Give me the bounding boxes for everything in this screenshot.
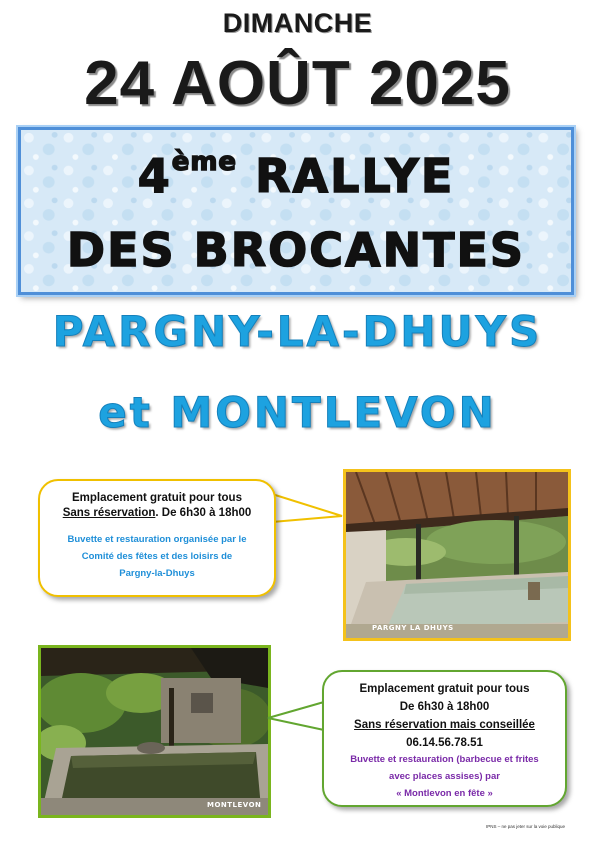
banner-title-line2: DES BROCANTES (66, 223, 526, 277)
pargny-no-reservation: Sans réservation (62, 507, 156, 519)
banner-title-line1 (21, 147, 571, 203)
lavoir-pargny-image (346, 472, 568, 638)
event-day: DIMANCHE (222, 8, 373, 38)
town-montlevon: et MONTLEVON (98, 388, 497, 437)
pargny-info-2: Comité des fêtes et des loisirs de (81, 551, 233, 562)
title-banner (18, 127, 574, 295)
edition-number: 4 (137, 149, 172, 203)
town-pargny: PARGNY-LA-DHUYS (52, 307, 543, 356)
bubble-montlevon (322, 670, 567, 807)
event-date: 24 AOÛT 2025 (84, 49, 511, 118)
pargny-info-1: Buvette et restauration organisée par le (67, 534, 247, 545)
bubble-pargny-tail (270, 490, 346, 530)
pargny-info-3: Pargny-la-Dhuys (119, 568, 195, 579)
pargny-free-spots: Emplacement gratuit pour tous (72, 492, 242, 504)
lavoir-montlevon-image (41, 648, 268, 815)
photo-pargny-lavoir (343, 469, 571, 641)
photo-montlevon-lavoir (38, 645, 271, 818)
rally-word: RALLYE (255, 149, 455, 203)
montlevon-free-spots: Emplacement gratuit pour tous (359, 683, 530, 695)
ipns-footnote: IPNS – ne pas jeter sur la voie publique (486, 824, 566, 829)
edition-suffix: ème (171, 147, 238, 177)
caption-pargny: PARGNY LA DHUYS (372, 624, 454, 632)
pargny-hours: . De 6h30 à 18h00 (155, 507, 252, 519)
montlevon-phone: 06.14.56.78.51 (406, 737, 483, 749)
montlevon-info-1: Buvette et restauration (barbecue et frites (350, 754, 539, 765)
montlevon-reservation: Sans réservation mais conseillée (354, 719, 535, 731)
bubble-pargny (38, 479, 276, 597)
bubble-montlevon-tail (266, 700, 326, 734)
pargny-hours-line (40, 506, 274, 521)
montlevon-info-2: avec places assises) par (389, 771, 500, 782)
caption-montlevon: MONTLEVON (207, 801, 262, 809)
montlevon-info-3: « Montlevon en fête » (396, 788, 493, 799)
montlevon-hours: De 6h30 à 18h00 (399, 701, 490, 713)
